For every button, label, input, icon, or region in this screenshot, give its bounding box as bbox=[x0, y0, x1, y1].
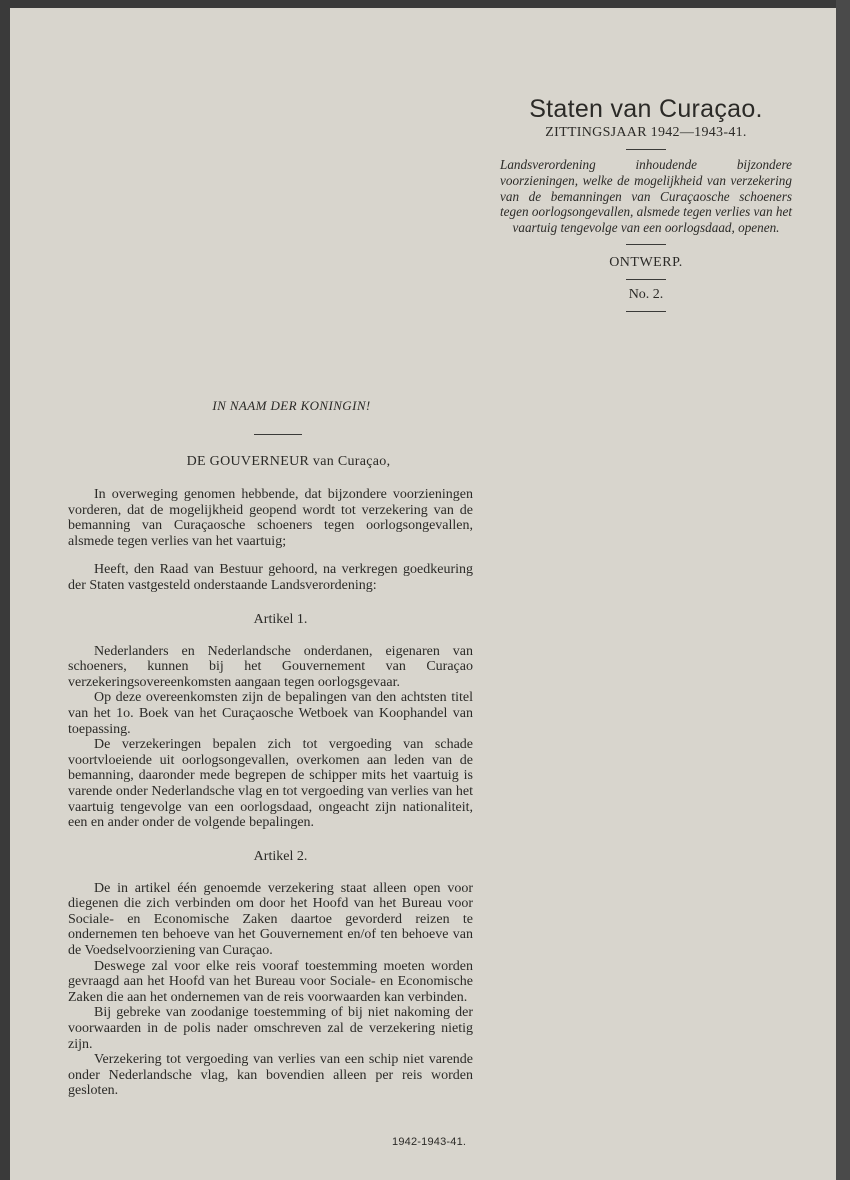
article-paragraph: Nederlanders en Nederlandsche onderdanen, eigenaren van schoeners, kunnen bij het Gouvernement van Curaçao verzekeringsovereenkomsten aangaan tegen oorlogsgevaar. bbox=[68, 643, 473, 690]
document-page bbox=[10, 8, 836, 1180]
article-paragraph: Bij gebreke van zoodanige toestemming of bij niet nakoming der voorwaarden in de polis nader omschreven zal de verzekering nietig zijn. bbox=[68, 1005, 473, 1052]
article-heading: Artikel 2. bbox=[253, 848, 308, 864]
draft-label: ONTWERP. bbox=[609, 254, 683, 270]
divider bbox=[626, 149, 666, 150]
ordinance-description: Landsverordening inhoudende bijzondere voorzieningen, welke de mogelijkheid van verzekering van de bemanningen van Curaçaosche schoeners tegen oorlogsongevallen, alsmede tegen verlies van het vaartuig tengevolge van een oorlogsdaad, openen. bbox=[500, 157, 792, 236]
article-paragraph: Op deze overeenkomsten zijn de bepalingen van den achtsten titel van het 1o. Boek van het Curaçaosche Wetboek van Koophandel van toepassing. bbox=[68, 690, 473, 737]
footer-reference: 1942-1943-41. bbox=[392, 1136, 467, 1148]
article-paragraph: De in artikel één genoemde verzekering staat alleen open voor diegenen die zich verbinden om door het Hoofd van het Bureau voor Sociale- en Economische Zaken daartoe gevorderd reizen te ondernemen ten behoeve van het Gouvernement en/of ten behoeve van de Voedselvoorziening van Curaçao. bbox=[68, 880, 473, 959]
article-paragraph: De verzekeringen bepalen zich tot vergoeding van schade voortvloeiende uit oorlogsongevallen, overkomen aan leden van de bemanning, daaronder mede begrepen de schipper mits het vaartuig is varende onder Nederlandsche vlag en tot vergoeding van verlies van het vaartuig tengevolge van een oorlogsdaad, ongeacht zijn nationaliteit, een en ander onder de volgende bepalingen. bbox=[68, 737, 473, 831]
document-number: No. 2. bbox=[628, 286, 664, 302]
article-paragraph: Deswege zal voor elke reis vooraf toestemming moeten worden gevraagd aan het Hoofd van het Bureau voor Sociale- en Economische Zaken die aan het ondernemen van de reis voorwaarden kan verbinden. bbox=[68, 958, 473, 1005]
session-year: ZITTINGSJAAR 1942—1943-41. bbox=[545, 125, 747, 140]
document-title: Staten van Curaçao. bbox=[529, 95, 763, 123]
royal-motto: IN NAAM DER KONINGIN! bbox=[212, 398, 371, 413]
divider bbox=[254, 434, 302, 435]
divider bbox=[626, 311, 666, 312]
document-header bbox=[500, 94, 792, 319]
governor-heading: DE GOUVERNEUR van Curaçao, bbox=[186, 454, 391, 469]
article-heading: Artikel 1. bbox=[253, 611, 308, 627]
page-edge bbox=[836, 0, 850, 1180]
divider bbox=[626, 279, 666, 280]
divider bbox=[626, 244, 666, 245]
ordinance-body bbox=[68, 398, 473, 1099]
article-paragraph: Verzekering tot vergoeding van verlies van een schip niet varende onder Nederlandsche vlag, kan bovendien alleen per reis worden gesloten. bbox=[68, 1052, 473, 1099]
preamble-paragraph: In overweging genomen hebbende, dat bijzondere voorzieningen vorderen, dat de mogelijkheid geopend wordt tot verzekering van de bemanning van Curaçaosche schoeners tegen oorlogsongevallen, alsmede tegen verlies van het vaartuig; bbox=[68, 487, 473, 549]
preamble-paragraph: Heeft, den Raad van Bestuur gehoord, na verkregen goedkeuring der Staten vastgesteld onderstaande Landsverordening: bbox=[68, 562, 473, 593]
